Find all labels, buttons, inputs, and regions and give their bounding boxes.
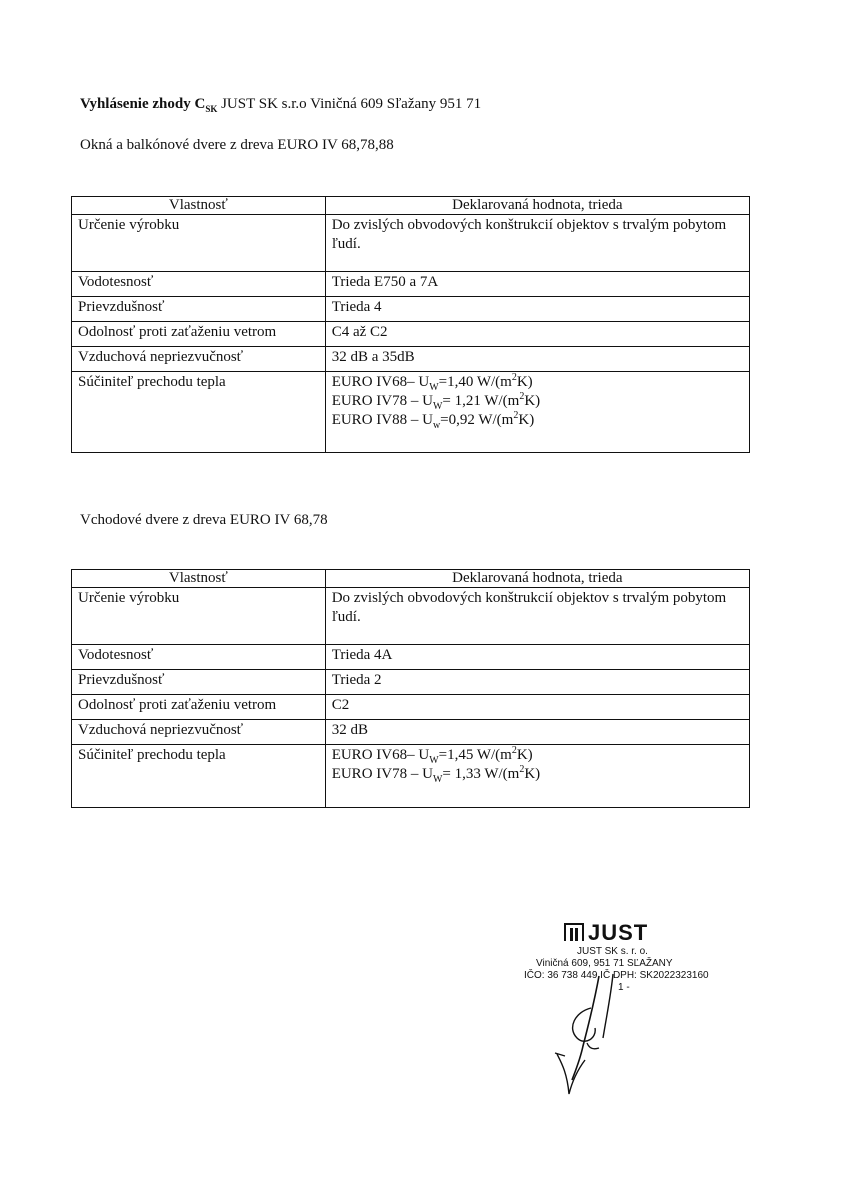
row-value: 32 dB a 35dB [325, 347, 749, 372]
row-property: Odolnosť proti zaťaženiu vetrom [72, 322, 326, 347]
table-row [72, 297, 750, 322]
row-value-heat [325, 372, 749, 453]
row-property: Určenie výrobku [72, 588, 326, 645]
heat-sup: 2 [511, 372, 517, 383]
heat-prefix: EURO IV88 – U [331, 412, 433, 428]
row-value: Trieda 4A [325, 645, 749, 670]
section2-subtitle: Vchodové dvere z dreva EURO IV 68,78 [80, 512, 328, 528]
heat-end: K) [516, 747, 533, 763]
header-value: Deklarovaná hodnota, trieda [325, 570, 749, 588]
csk-sub: SK [205, 104, 218, 114]
row-property: Súčiniteľ prechodu tepla [72, 745, 326, 808]
row-property: Prievzdušnosť [72, 670, 326, 695]
heat-sub: W [429, 755, 439, 766]
row-property: Odolnosť proti zaťaženiu vetrom [72, 695, 326, 720]
section1-table [71, 196, 750, 453]
heat-line [332, 411, 743, 430]
table-row [72, 588, 750, 645]
row-property: Vzduchová nepriezvučnosť [72, 720, 326, 745]
header-value: Deklarovaná hodnota, trieda [325, 197, 749, 215]
row-value: Trieda 2 [325, 670, 749, 695]
row-value: Do zvislých obvodových konštrukcií objektov s trvalým pobytom ľudí. [325, 215, 749, 272]
table-row [72, 670, 750, 695]
heat-line [332, 392, 743, 411]
table-row [72, 347, 750, 372]
row-property: Vzduchová nepriezvučnosť [72, 347, 326, 372]
heat-line [332, 765, 743, 784]
table-header-row [72, 197, 750, 215]
row-property: Prievzdušnosť [72, 297, 326, 322]
csk-main: C [194, 96, 206, 112]
heat-sub: W [432, 774, 443, 785]
table-row [72, 272, 750, 297]
table-row [72, 720, 750, 745]
table-row [72, 215, 750, 272]
row-value: C2 [325, 695, 749, 720]
heat-mid: =1,40 W/(m [438, 374, 512, 390]
table-row [72, 745, 750, 808]
signature [525, 968, 635, 1098]
heat-mid: =1,45 W/(m [438, 747, 512, 763]
heat-prefix: EURO IV78 – U [331, 393, 433, 409]
heat-sup: 2 [511, 745, 517, 756]
heat-sup: 2 [519, 391, 525, 402]
heat-sub: W [432, 401, 443, 412]
row-value: C4 až C2 [325, 322, 749, 347]
stamp-ids: IČO: 36 738 449 IČ DPH: SK2022323160 [524, 970, 709, 981]
csk-mark [194, 96, 217, 112]
row-value: Trieda 4 [325, 297, 749, 322]
heat-prefix: EURO IV68– U [331, 374, 430, 390]
row-value-heat [325, 745, 749, 808]
stamp-address: Viničná 609, 951 71 SĽAŽANY [536, 958, 673, 969]
header-property: Vlastnosť [72, 197, 326, 215]
heat-prefix: EURO IV78 – U [331, 766, 433, 782]
table-row [72, 322, 750, 347]
heat-prefix: EURO IV68– U [331, 747, 430, 763]
section2-table [71, 569, 750, 808]
heat-end: K) [518, 412, 535, 428]
heat-mid: = 1,21 W/(m [442, 393, 520, 409]
row-property: Určenie výrobku [72, 215, 326, 272]
heat-sup: 2 [519, 764, 525, 775]
heat-line [332, 746, 743, 765]
row-value: 32 dB [325, 720, 749, 745]
row-property: Súčiniteľ prechodu tepla [72, 372, 326, 453]
stamp-logo [564, 920, 648, 946]
heat-end: K) [524, 766, 541, 782]
section1-subtitle: Okná a balkónové dvere z dreva EURO IV 68,78,88 [80, 137, 394, 153]
stamp-company: JUST SK s. r. o. [577, 946, 648, 957]
title-bold: Vyhlásenie zhody [80, 96, 191, 112]
heat-sub: W [429, 382, 439, 393]
title-company: JUST SK s.r.o Viničná 609 Sľažany 951 71 [221, 96, 482, 112]
table-row [72, 645, 750, 670]
stamp-page: 1 - [618, 982, 630, 993]
table-row [72, 372, 750, 453]
header-property: Vlastnosť [72, 570, 326, 588]
row-value: Do zvislých obvodových konštrukcií objektov s trvalým pobytom ľudí. [325, 588, 749, 645]
document-title [80, 96, 481, 114]
row-property: Vodotesnosť [72, 272, 326, 297]
heat-end: K) [524, 393, 541, 409]
stamp-logo-text: JUST [588, 920, 649, 945]
table-header-row [72, 570, 750, 588]
heat-end: K) [516, 374, 533, 390]
heat-mid: =0,92 W/(m [440, 412, 514, 428]
row-value: Trieda E750 a 7A [325, 272, 749, 297]
heat-line [332, 373, 743, 392]
table-row [72, 695, 750, 720]
just-logo-icon [564, 923, 584, 941]
heat-mid: = 1,33 W/(m [442, 766, 520, 782]
row-property: Vodotesnosť [72, 645, 326, 670]
heat-sup: 2 [513, 410, 519, 421]
heat-sub: w [432, 420, 441, 431]
